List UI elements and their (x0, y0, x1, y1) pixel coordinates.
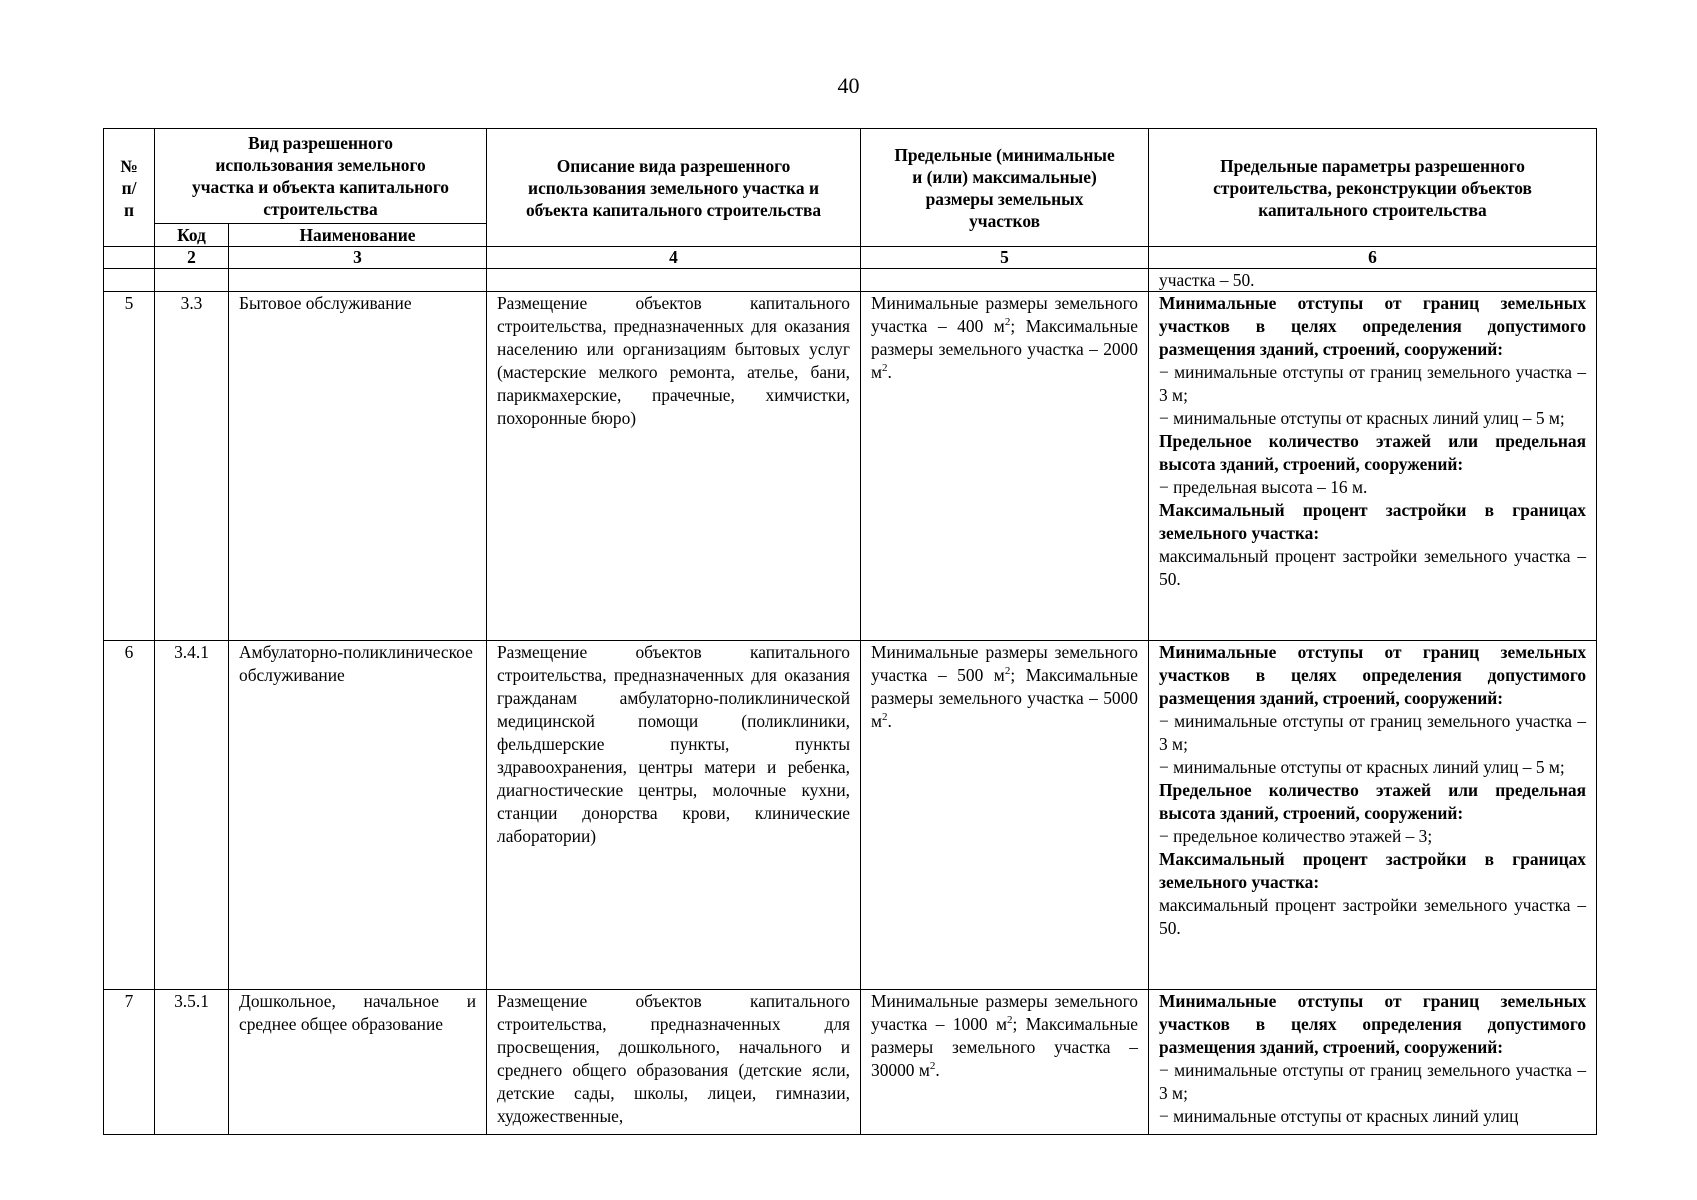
header-params: Предельные параметры разрешенного строительства, реконструкции объектов капитального строительства (1149, 129, 1597, 247)
header-code: Код (155, 224, 229, 247)
colnum-1 (104, 247, 155, 269)
row-params: Минимальные отступы от границ земельных участков в целях определения допустимого размещения зданий, строений, сооружений: − минимальные отступы от границ земельного участка – 3 м; − минимальные отступы от красных линий улиц (1149, 990, 1597, 1135)
colnum-2: 2 (155, 247, 229, 269)
header-num: № п/ п (104, 129, 155, 247)
header-name: Наименование (229, 224, 487, 247)
table-row (104, 990, 1597, 1135)
header-type-group: Вид разрешенного использования земельного участка и объекта капитального строительства (155, 129, 487, 224)
row-sizes: Минимальные размеры земельного участка – 1000 $м^2$; Максимальные размеры земельного участка – 30000 $м^2$. (861, 990, 1149, 1135)
row-num: 7 (104, 990, 155, 1135)
row-code: 3.4.1 (155, 641, 229, 990)
land-use-table (103, 128, 1597, 1135)
colnum-3: 3 (229, 247, 487, 269)
header-description: Описание вида разрешенного использования земельного участка и объекта капитального строительства (487, 129, 861, 247)
row-params: Минимальные отступы от границ земельных участков в целях определения допустимого размещения зданий, строений, сооружений: − минимальные отступы от границ земельного участка – 3 м; − минимальные отступы от красных линий улиц – 5 м; Предельное количество этажей или предельная высота зданий, строений, сооружений: − предельная высота – 16 м. Максимальный процент застройки в границах земельного участка: максимальный процент застройки земельного участка – 50. (1149, 292, 1597, 641)
row-num: 5 (104, 292, 155, 641)
row-code: 3.5.1 (155, 990, 229, 1135)
row-code: 3.3 (155, 292, 229, 641)
row-params: Минимальные отступы от границ земельных участков в целях определения допустимого размещения зданий, строений, сооружений: − минимальные отступы от границ земельного участка – 3 м; − минимальные отступы от красных линий улиц – 5 м; Предельное количество этажей или предельная высота зданий, строений, сооружений: − предельное количество этажей – 3; Максимальный процент застройки в границах земельного участка: максимальный процент застройки земельного участка – 50. (1149, 641, 1597, 990)
row-description: Размещение объектов капитального строительства, предназначенных для оказания населению или организациям бытовых услуг (мастерские мелкого ремонта, ателье, бани, парикмахерские, прачечные, химчистки, похоронные бюро) (487, 292, 861, 641)
row-num: 6 (104, 641, 155, 990)
row-description: Размещение объектов капитального строительства, предназначенных для оказания гражданам амбулаторно-поликлинической медицинской помощи (поликлиники, фельдшерские пункты, пункты здравоохранения, центры матери и ребенка, диагностические центры, молочные кухни, станции донорства крови, клинические лаборатории) (487, 641, 861, 990)
row-sizes: Минимальные размеры земельного участка – 500 $м^2$; Максимальные размеры земельного участка – 5000 $м^2$. (861, 641, 1149, 990)
header-sizes: Предельные (минимальные и (или) максимальные) размеры земельных участков (861, 129, 1149, 247)
row-description: Размещение объектов капитального строительства, предназначенных для просвещения, дошкольного, начального и среднего общего образования (детские ясли, детские сады, школы, лицеи, гимназии, художественные, (487, 990, 861, 1135)
continuation-text: участка – 50. (1149, 269, 1597, 292)
page-number: 40 (837, 73, 860, 98)
table-row (104, 641, 1597, 990)
row-name: Дошкольное, начальное и среднее общее образование (229, 990, 487, 1135)
row-name: Бытовое обслуживание (229, 292, 487, 641)
colnum-4: 4 (487, 247, 861, 269)
colnum-5: 5 (861, 247, 1149, 269)
row-sizes: Минимальные размеры земельного участка – 400 $м^2$; Максимальные размеры земельного участка – 2000 $м^2$. (861, 292, 1149, 641)
colnum-6: 6 (1149, 247, 1597, 269)
row-name: Амбулаторно-поликлиническое обслуживание (229, 641, 487, 990)
table-row (104, 292, 1597, 641)
